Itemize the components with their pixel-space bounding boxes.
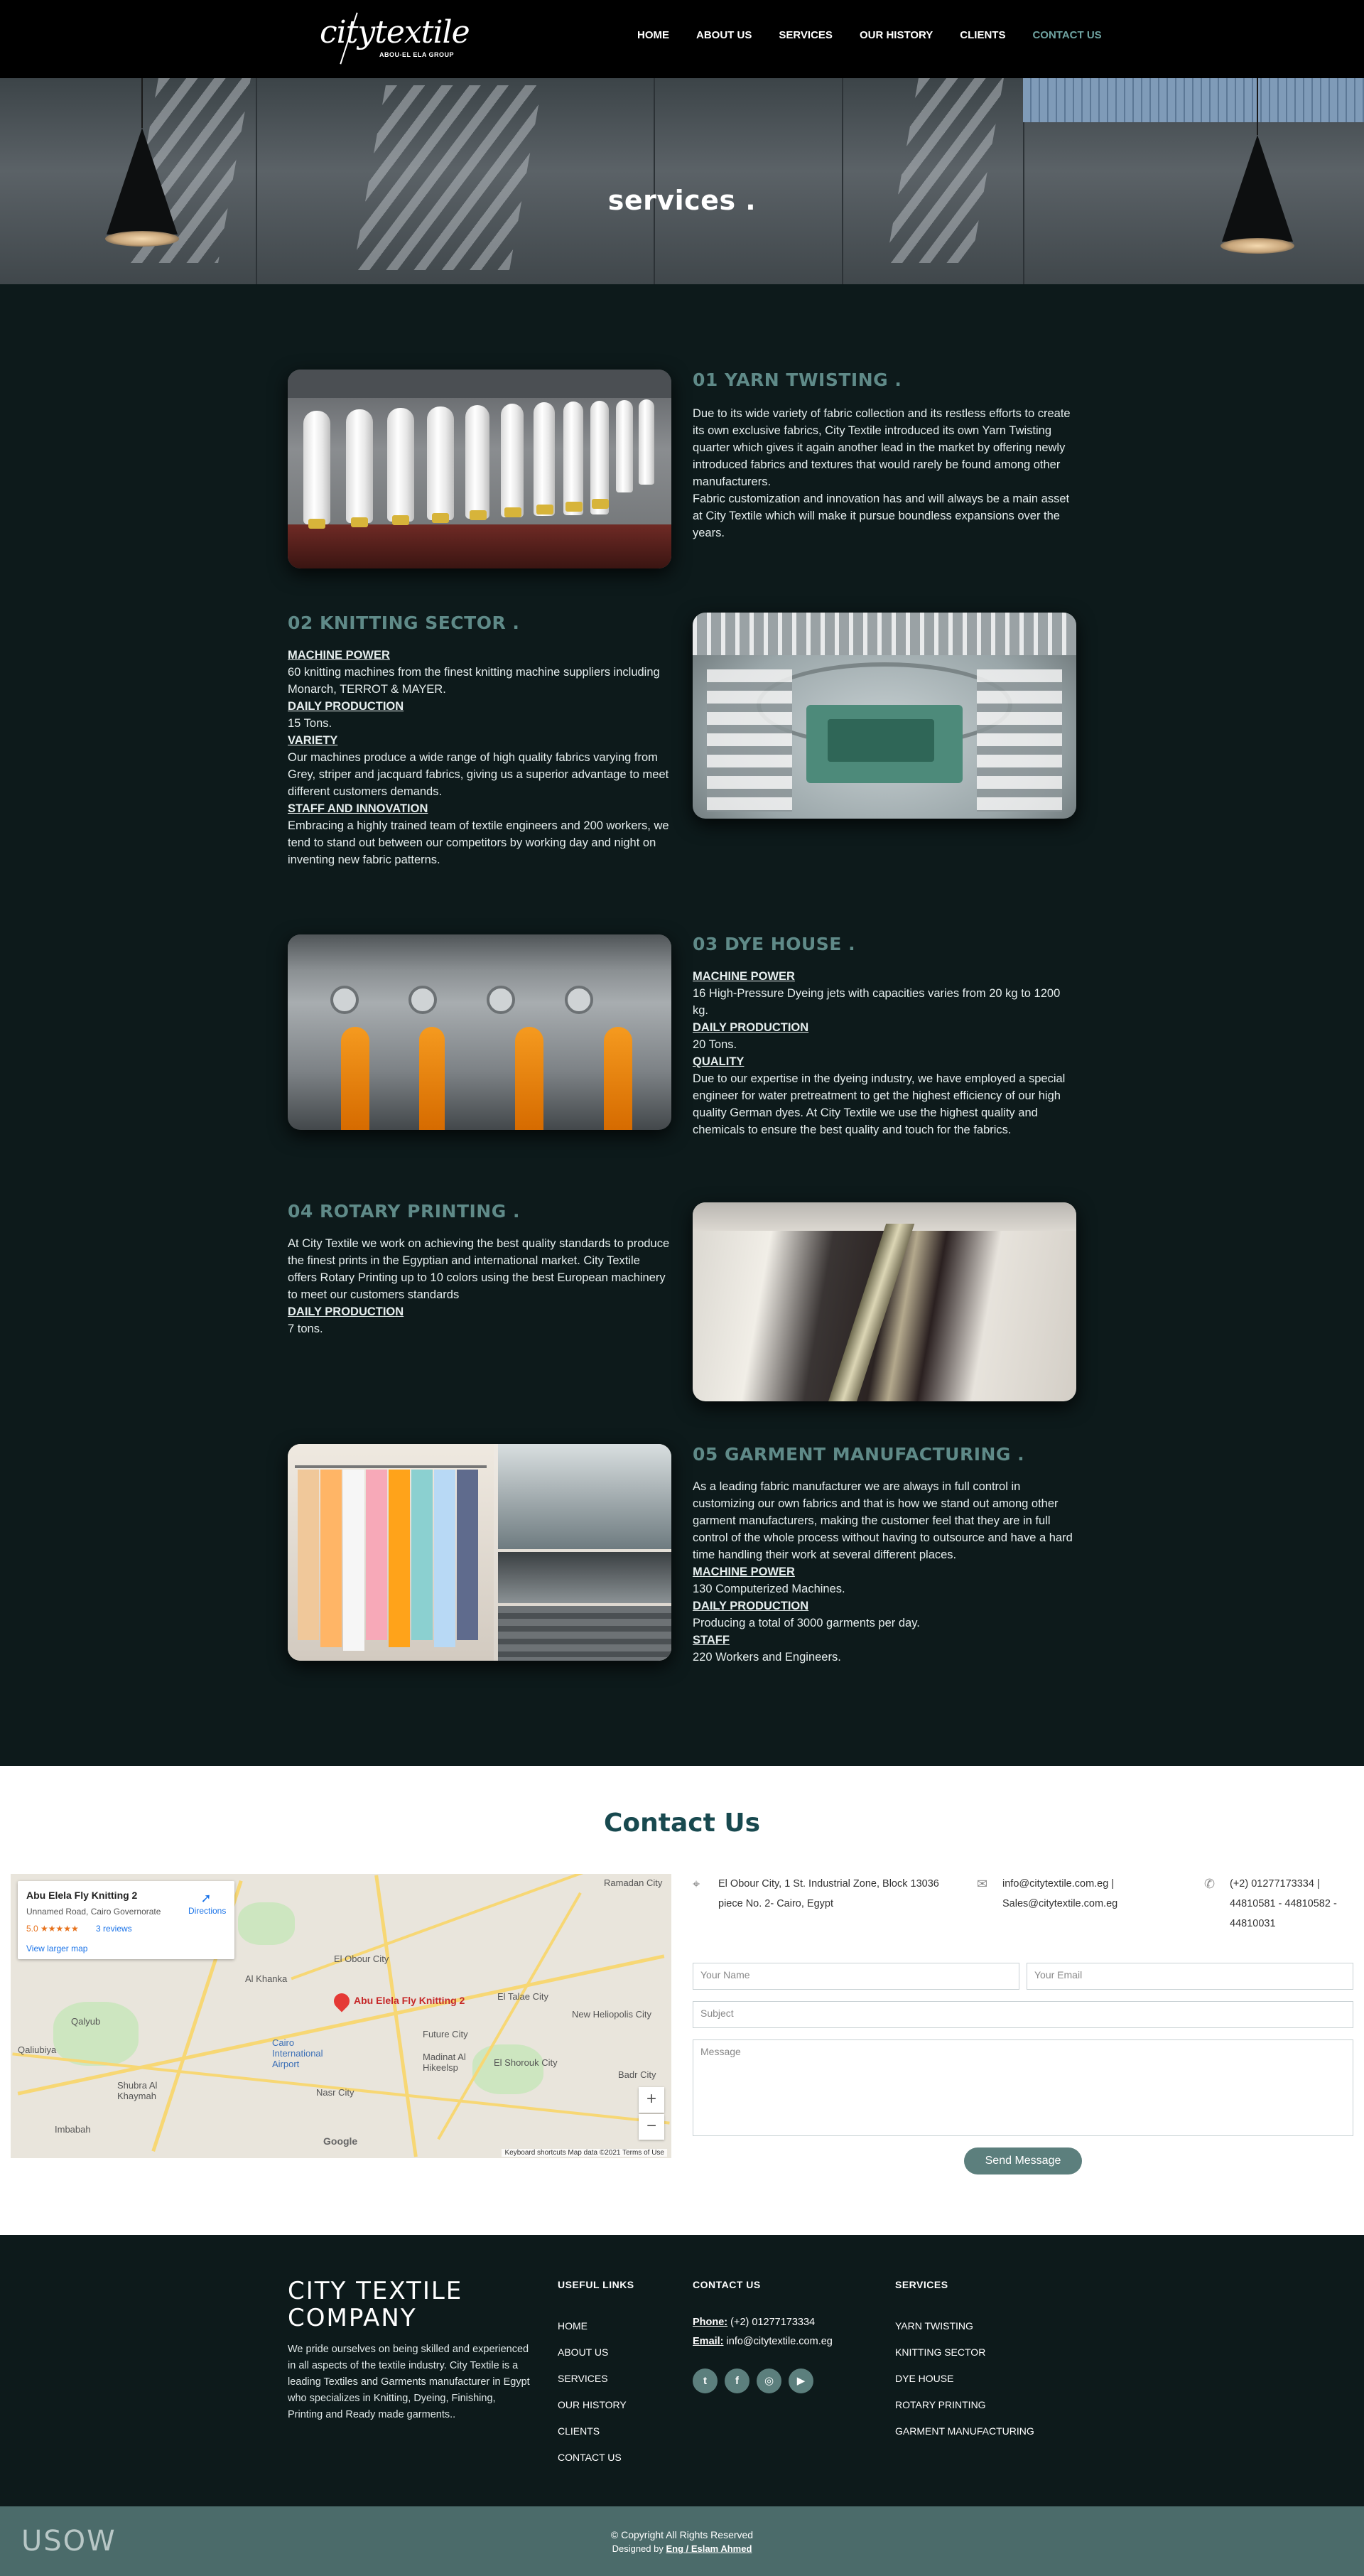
label: MACHINE POWER: [693, 970, 795, 983]
instagram-icon[interactable]: ◎: [757, 2368, 781, 2393]
map-label: New Heliopolis City: [572, 2009, 651, 2020]
label: STAFF: [693, 1634, 730, 1647]
directions-label: Directions: [188, 1906, 227, 1916]
google-map[interactable]: [11, 1874, 671, 2158]
footer-link-about-us[interactable]: ABOUT US: [558, 2346, 609, 2358]
footer-link-home[interactable]: HOME: [558, 2320, 588, 2332]
map-label: Qaliubiya: [18, 2044, 57, 2055]
contact-address: [693, 1874, 948, 1917]
service-title-dye-house: 03 DYE HOUSE .: [693, 934, 856, 954]
value: Our machines produce a wide range of high quality fabrics varying from Grey, striper and jacquard fabrics, giving us a superior advantage to meet different customers demands.: [288, 751, 669, 798]
map-pin-icon[interactable]: [330, 1990, 352, 2012]
footer-service-garment-manufacturing[interactable]: GARMENT MANUFACTURING: [895, 2425, 1034, 2437]
social-links: [693, 2368, 813, 2393]
label: DAILY PRODUCTION: [693, 1600, 809, 1612]
phone-text: (+2) 01277173334 | 44810581 - 44810582 - 44810031: [1230, 1878, 1337, 1929]
contact-email: [977, 1874, 1190, 1917]
value: 220 Workers and Engineers.: [693, 1651, 841, 1664]
service-text-knitting: [288, 647, 671, 868]
view-larger-map-link[interactable]: View larger map: [26, 1944, 88, 1953]
designer-link[interactable]: Eng / Eslam Ahmed: [666, 2543, 752, 2554]
footer-contact-info: [693, 2313, 833, 2351]
footer-link-contact-us[interactable]: CONTACT US: [558, 2452, 622, 2463]
label: STAFF AND INNOVATION: [288, 802, 428, 815]
nav-home[interactable]: HOME: [637, 29, 669, 41]
site-footer: [0, 2235, 1364, 2506]
map-label: Al Khanka: [245, 1973, 288, 1984]
paragraph: As a leading fabric manufacturer we are always in full control in customizing our own fabrics and that is how we stand out among other garment manufacturers, making the customer feel that they are in full control of the whole process without having to outsource and have a hard time handling their work at several different places.: [693, 1480, 1073, 1561]
knitting-machine-image: [693, 613, 1076, 819]
paragraph: Due to its wide variety of fabric collection and its restless efforts to create its own exclusive fabrics, City Textile introduced its own Yarn Twisting quarter which gives it again another lead in the market by offering newly introduced fabrics and textures that would rarely be found among other manufacturers.: [693, 407, 1071, 488]
place-rating: 5.0 ★★★★★: [26, 1924, 79, 1934]
hero-banner: [0, 78, 1364, 284]
map-label: Badr City: [618, 2069, 656, 2080]
value: 7 tons.: [288, 1322, 323, 1335]
footer-link-clients[interactable]: CLIENTS: [558, 2425, 600, 2437]
envelope-icon: ✉: [977, 1877, 988, 1891]
map-label: Future City: [423, 2029, 468, 2039]
useful-links-heading: USEFUL LINKS: [558, 2279, 634, 2290]
hero-lamp-right: [1222, 78, 1293, 263]
footer-link-services[interactable]: SERVICES: [558, 2373, 608, 2384]
directions-icon: ➚: [200, 1891, 212, 1905]
value: Embracing a highly trained team of textile engineers and 200 workers, we tend to stand out between our competitors by working day and night on inventing new fabric patterns.: [288, 819, 669, 866]
email-input[interactable]: Your Email: [1027, 1963, 1353, 1990]
rotary-printing-image: [693, 1202, 1076, 1401]
footer-contact-heading: CONTACT US: [693, 2279, 761, 2290]
garment-manufacturing-image: [288, 1444, 671, 1661]
name-input[interactable]: Your Name: [693, 1963, 1019, 1990]
paragraph: Fabric customization and innovation has and will always be a main asset at City Textile which will make it pursue boundless expansions over the years.: [693, 492, 1070, 539]
location-icon: ⌖: [693, 1877, 700, 1891]
label: MACHINE POWER: [288, 649, 390, 662]
map-label: Cairo International Airport: [272, 2037, 323, 2069]
place-name: Abu Elela Fly Knitting 2: [26, 1890, 138, 1901]
footer-service-knitting-sector[interactable]: KNITTING SECTOR: [895, 2346, 986, 2358]
map-label: Imbabah: [55, 2124, 91, 2135]
value: 15 Tons.: [288, 717, 332, 730]
hero-window: [1023, 78, 1364, 122]
map-label: Qalyub: [71, 2016, 101, 2027]
google-logo: Google: [323, 2135, 358, 2147]
designed-by: [0, 2543, 1364, 2554]
service-text-dye-house: [693, 968, 1076, 1138]
directions-button[interactable]: [188, 1891, 227, 1916]
email-label: Email:: [693, 2336, 724, 2347]
nav-our-history[interactable]: OUR HISTORY: [859, 29, 933, 41]
contact-title: Contact Us: [603, 1809, 761, 1838]
designed-by-label: Designed by: [612, 2543, 664, 2554]
footer-services-list: [895, 2313, 1034, 2445]
useful-links-list: [558, 2313, 627, 2471]
zoom-in-button[interactable]: +: [639, 2087, 664, 2113]
phone-label: Phone:: [693, 2317, 728, 2328]
copyright-text: © Copyright All Rights Reserved: [610, 2529, 754, 2540]
nav-services[interactable]: SERVICES: [779, 29, 833, 41]
main-nav: [637, 28, 1129, 43]
label: MACHINE POWER: [693, 1565, 795, 1578]
label: VARIETY: [288, 734, 338, 747]
map-label: Nasr City: [316, 2087, 354, 2098]
address-text: El Obour City, 1 St. Industrial Zone, Block 13036 piece No. 2- Cairo, Egypt: [718, 1878, 939, 1909]
logo-subtitle: ABOU-EL ELA GROUP: [379, 51, 455, 58]
map-label: El Obour City: [334, 1953, 389, 1964]
footer-brand: CITY TEXTILE COMPANY: [288, 2277, 463, 2332]
copyright-bar: [0, 2506, 1364, 2576]
logo-word: citytextile: [320, 14, 470, 50]
footer-service-rotary-printing[interactable]: ROTARY PRINTING: [895, 2399, 986, 2410]
phone-icon: ✆: [1204, 1877, 1216, 1891]
footer-service-yarn-twisting[interactable]: YARN TWISTING: [895, 2320, 973, 2332]
reviews-link[interactable]: 3 reviews: [96, 1924, 132, 1934]
service-text-garment-manufacturing: [693, 1478, 1076, 1666]
company-logo[interactable]: [320, 4, 470, 72]
service-title-rotary-printing: 04 ROTARY PRINTING .: [288, 1201, 520, 1222]
nav-contact-us[interactable]: CONTACT US: [1032, 29, 1102, 41]
twitter-icon[interactable]: t: [693, 2368, 718, 2393]
designer-badge-logo: ꓴꓢꓳꓪ: [21, 2525, 117, 2558]
place-address: Unnamed Road, Cairo Governorate: [26, 1907, 161, 1917]
subject-input[interactable]: Subject: [693, 2001, 1353, 2028]
map-label: Shubra Al Khaymah: [117, 2080, 158, 2101]
footer-email[interactable]: info@citytextile.com.eg: [726, 2336, 833, 2347]
footer-service-dye-house[interactable]: DYE HOUSE: [895, 2373, 954, 2384]
label: DAILY PRODUCTION: [288, 700, 404, 713]
footer-phone: (+2) 01277173334: [730, 2317, 816, 2328]
hero-lamp-left: [107, 78, 178, 256]
service-title-knitting: 02 KNITTING SECTOR .: [288, 613, 520, 633]
service-title-garment-manufacturing: 05 GARMENT MANUFACTURING .: [693, 1444, 1025, 1465]
nav-about-us[interactable]: ABOUT US: [696, 29, 752, 41]
map-footer-links[interactable]: Keyboard shortcuts Map data ©2021 Terms of Use: [502, 2149, 667, 2157]
label: QUALITY: [693, 1055, 745, 1068]
yarn-twisting-image: [288, 370, 671, 568]
value: 20 Tons.: [693, 1038, 737, 1051]
service-text-yarn-twisting: [693, 405, 1076, 541]
value: 16 High-Pressure Dyeing jets with capacities varies from 20 kg to 1200 kg.: [693, 987, 1061, 1017]
page-title: services .: [607, 185, 757, 216]
value: 60 knitting machines from the finest knitting machine suppliers including Monarch, TERROT & MAYER.: [288, 666, 660, 696]
contact-section: [0, 1766, 1364, 2235]
label: DAILY PRODUCTION: [288, 1305, 404, 1318]
map-label: El Talae City: [497, 1991, 549, 2002]
zoom-out-button[interactable]: −: [639, 2114, 664, 2140]
contact-phone: [1204, 1874, 1353, 1938]
footer-services-heading: SERVICES: [895, 2279, 948, 2290]
value: Producing a total of 3000 garments per day.: [693, 1617, 920, 1629]
send-message-button[interactable]: Send Message: [964, 2147, 1082, 2174]
message-textarea[interactable]: Message: [693, 2039, 1353, 2136]
nav-clients[interactable]: CLIENTS: [960, 29, 1006, 41]
facebook-icon[interactable]: f: [725, 2368, 749, 2393]
map-label: Madinat Al Hikeelsp: [423, 2052, 466, 2073]
youtube-icon[interactable]: ▶: [789, 2368, 813, 2393]
value: Due to our expertise in the dyeing industry, we have employed a special engineer for water pretreatment to get the highest efficiency of our high quality German dyes. At City Textile we use the highest quality and chemicals to ensure the best quality and touch for the fabrics.: [693, 1072, 1066, 1136]
map-label: Ramadan City: [604, 1877, 663, 1888]
map-pin-label: Abu Elela Fly Knitting 2: [354, 1995, 465, 2006]
dye-house-image: [288, 934, 671, 1130]
value: 130 Computerized Machines.: [693, 1583, 845, 1595]
label: DAILY PRODUCTION: [693, 1021, 809, 1034]
footer-link-our-history[interactable]: OUR HISTORY: [558, 2399, 627, 2410]
service-text-rotary-printing: [288, 1235, 671, 1337]
paragraph: At City Textile we work on achieving the best quality standards to produce the finest prints in the Egyptian and international market. City Textile offers Rotary Printing up to 10 colors using the best European machinery to meet our customers standards: [288, 1237, 670, 1301]
site-header: [0, 0, 1364, 78]
footer-about: We pride ourselves on being skilled and experienced in all aspects of the textile industry. City Textile is a leading Textiles and Garments manufacturer in Egypt who specializes in Knitting, Dyeing, Finishing, Printing and Ready made garments..: [288, 2344, 530, 2420]
map-label: El Shorouk City: [494, 2057, 558, 2068]
service-title-yarn-twisting: 01 YARN TWISTING .: [693, 370, 902, 390]
email-text[interactable]: info@citytextile.com.eg | Sales@citytextile.com.eg: [1002, 1878, 1118, 1909]
map-place-card: [18, 1881, 234, 1959]
